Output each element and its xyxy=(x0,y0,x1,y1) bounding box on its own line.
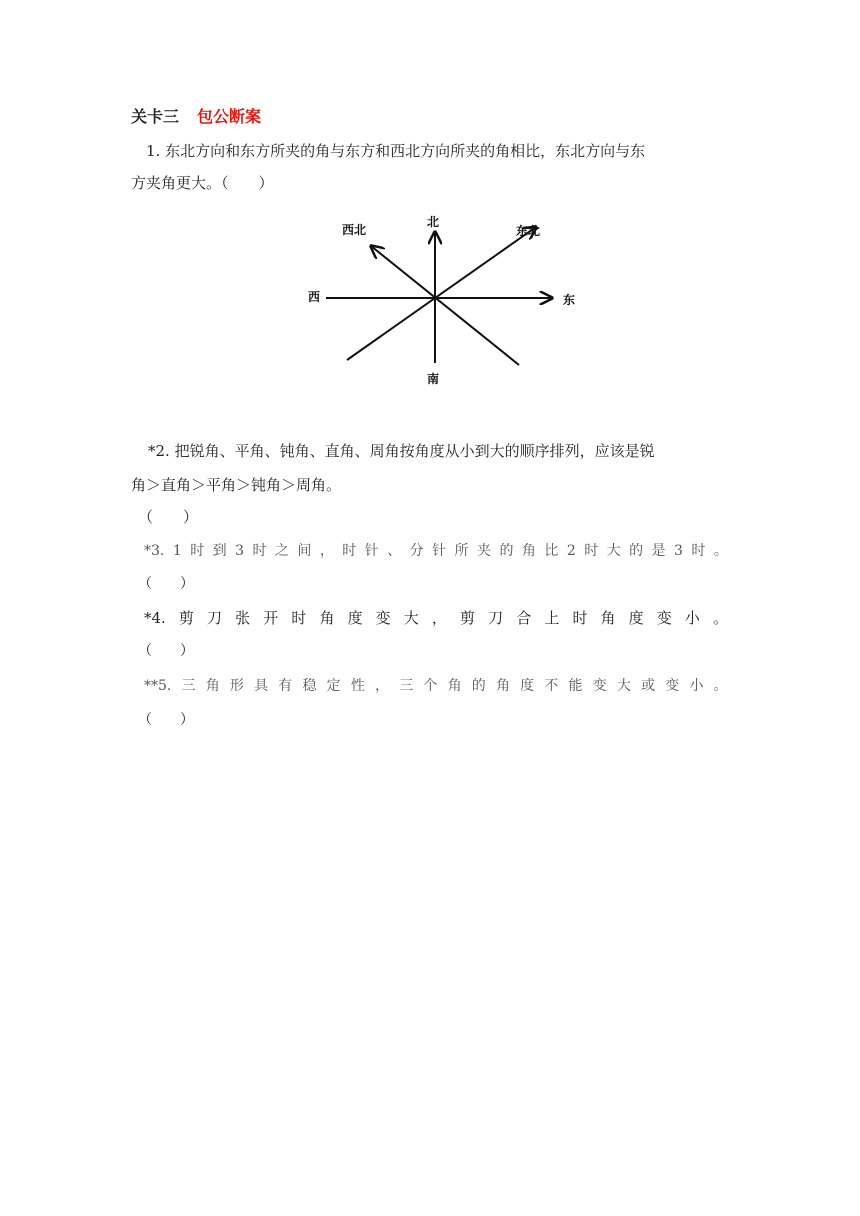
sentence-token: 夹 xyxy=(477,543,491,559)
question-3 xyxy=(144,541,728,561)
level-label: 关卡三 xyxy=(131,107,180,126)
sentence-token: **5. xyxy=(144,678,172,694)
sentence-token: 时 xyxy=(291,609,307,627)
sentence-token: 的 xyxy=(629,543,644,559)
sentence-token: 度 xyxy=(628,609,644,627)
question-2-line-1: *2. 把锐角、平角、钝角、直角、周角按角度从小到大的顺序排列，应该是锐 xyxy=(148,442,655,460)
sentence-token: 比 xyxy=(544,543,559,559)
sentence-token: 合 xyxy=(516,609,532,627)
sentence-token: 针 xyxy=(364,543,379,559)
sentence-token: 是 xyxy=(651,543,666,559)
sentence-token: 到 xyxy=(212,543,227,559)
sentence-token: 时 xyxy=(252,543,267,559)
section-heading xyxy=(131,104,261,127)
sentence-token: 稳 xyxy=(302,678,317,694)
southwest-northeast-line xyxy=(347,227,536,360)
sentence-token: 有 xyxy=(278,678,293,694)
sentence-token: 小 xyxy=(689,678,704,694)
label-north: 北 xyxy=(426,215,440,229)
sentence-token: 剪 xyxy=(460,609,476,627)
sentence-token: 变 xyxy=(375,609,391,627)
sentence-token: 的 xyxy=(499,543,514,559)
sentence-token: *4. xyxy=(144,609,166,627)
sentence-token: 。 xyxy=(712,609,728,627)
sentence-token: 所 xyxy=(454,543,469,559)
sentence-token: ， xyxy=(375,678,390,694)
sentence-token: 三 xyxy=(399,678,414,694)
question-4 xyxy=(144,608,728,628)
sentence-token: 变 xyxy=(592,678,607,694)
sentence-token: 大 xyxy=(616,678,631,694)
sentence-token: 小 xyxy=(684,609,700,627)
sentence-token: ， xyxy=(319,543,334,559)
label-west: 西 xyxy=(308,290,321,304)
sentence-token: 个 xyxy=(423,678,438,694)
sentence-token: 角 xyxy=(600,609,616,627)
sentence-token: 时 xyxy=(190,543,205,559)
question-4-blank: （ ） xyxy=(138,643,194,659)
sentence-token: 间 xyxy=(297,543,312,559)
sentence-token: 刀 xyxy=(207,609,223,627)
sentence-token: 。 xyxy=(713,543,728,559)
sentence-token: 变 xyxy=(665,678,680,694)
sentence-token: 角 xyxy=(205,678,220,694)
question-1-line-2: 方夹角更大。（ ） xyxy=(131,174,274,192)
section-title: 包公断案 xyxy=(197,107,262,126)
sentence-token: 针 xyxy=(432,543,447,559)
sentence-token: 张 xyxy=(235,609,251,627)
sentence-token: 形 xyxy=(229,678,244,694)
label-south: 南 xyxy=(426,372,440,386)
sentence-token: 角 xyxy=(447,678,462,694)
sentence-token: 剪 xyxy=(178,609,194,627)
sentence-token: 变 xyxy=(656,609,672,627)
sentence-token: 度 xyxy=(347,609,363,627)
sentence-token: 分 xyxy=(409,543,424,559)
label-northwest: 西北 xyxy=(342,223,367,237)
sentence-token: 时 xyxy=(572,609,588,627)
sentence-token: 3 xyxy=(674,543,683,559)
question-2-line-2: 角＞直角＞平角＞钝角＞周角。 xyxy=(131,476,342,494)
sentence-token: 时 xyxy=(342,543,357,559)
label-east: 东 xyxy=(563,293,576,307)
sentence-token: 度 xyxy=(520,678,535,694)
sentence-token: 3 xyxy=(235,543,245,559)
question-3-blank: （ ） xyxy=(138,576,194,592)
sentence-token: ， xyxy=(431,609,447,627)
question-2-blank: （ ） xyxy=(138,508,199,526)
sentence-token: 角 xyxy=(495,678,510,694)
sentence-token: 具 xyxy=(254,678,269,694)
sentence-token: 大 xyxy=(403,609,419,627)
sentence-token: 。 xyxy=(713,678,728,694)
sentence-token: 角 xyxy=(319,609,335,627)
sentence-token: *3. xyxy=(144,543,165,559)
sentence-token: 的 xyxy=(471,678,486,694)
sentence-token: 1 xyxy=(172,543,182,559)
sentence-token: 三 xyxy=(181,678,196,694)
sentence-token: 角 xyxy=(521,543,536,559)
sentence-token: 不 xyxy=(544,678,559,694)
sentence-token: 之 xyxy=(274,543,289,559)
question-5 xyxy=(144,676,728,696)
sentence-token: 开 xyxy=(263,609,279,627)
question-5-blank: （ ） xyxy=(138,712,194,728)
sentence-token: 上 xyxy=(544,609,560,627)
sentence-token: 时 xyxy=(691,543,706,559)
sentence-token: 能 xyxy=(568,678,583,694)
sentence-token: 或 xyxy=(641,678,656,694)
sentence-token: 时 xyxy=(584,543,599,559)
sentence-token: 定 xyxy=(326,678,341,694)
sentence-token: 性 xyxy=(350,678,365,694)
sentence-token: 刀 xyxy=(488,609,504,627)
compass-diagram xyxy=(300,205,590,395)
sentence-token: 、 xyxy=(387,543,402,559)
label-northeast: 东北 xyxy=(516,224,541,238)
sentence-token: 大 xyxy=(606,543,621,559)
question-1-line-1: 1. 东北方向和东方所夹的角与东方和西北方向所夹的角相比，东北方向与东 xyxy=(146,142,646,160)
southeast-northwest-line xyxy=(371,246,519,365)
sentence-token: 2 xyxy=(566,543,576,559)
